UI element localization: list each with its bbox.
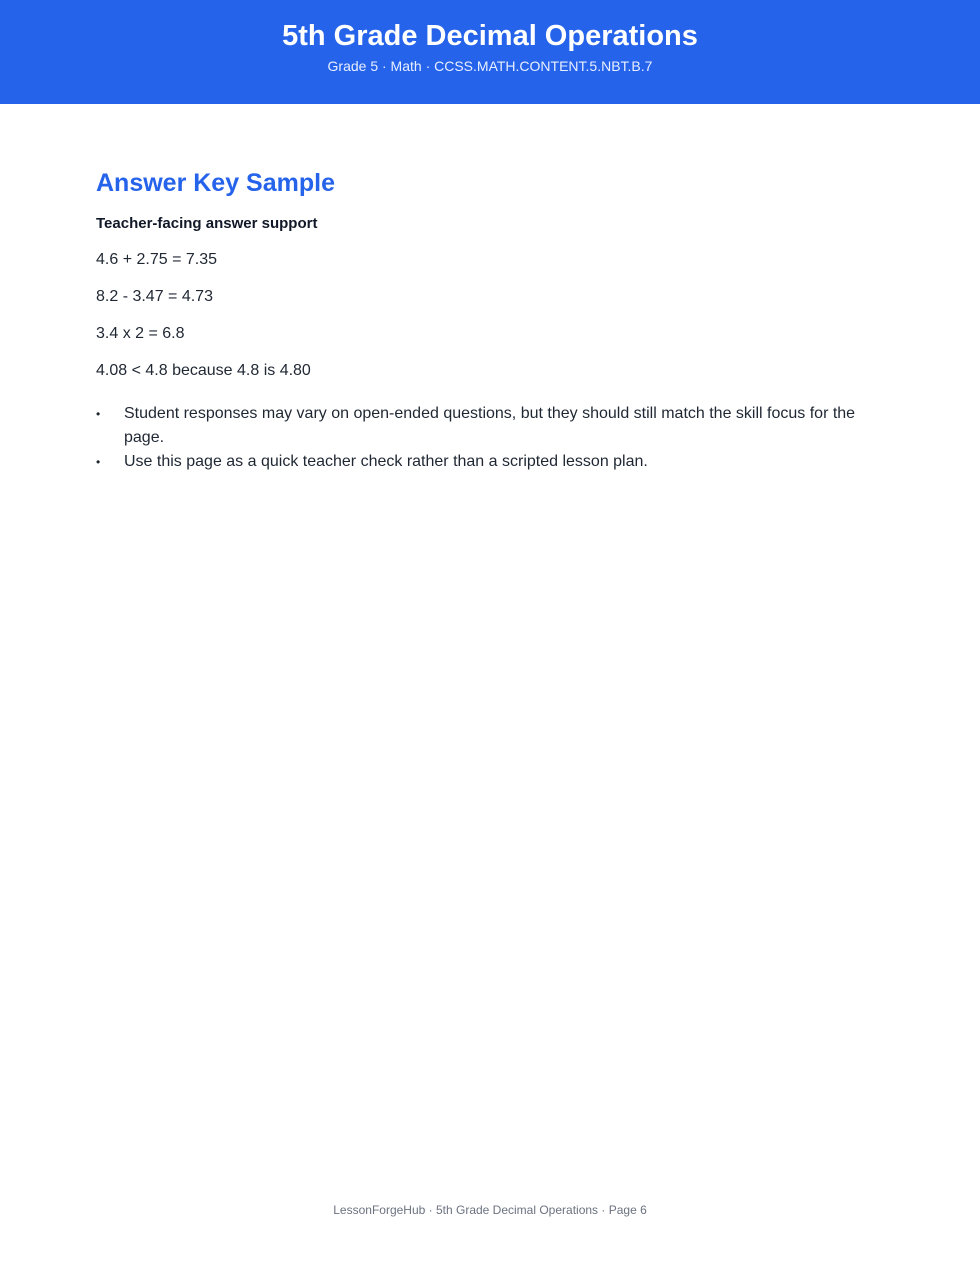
bullet-icon: • <box>96 407 101 421</box>
answer-line: 4.08 < 4.8 because 4.8 is 4.80 <box>96 362 311 379</box>
section-subtitle: Teacher-facing answer support <box>96 215 318 232</box>
document-subtitle: Grade 5 · Math · CCSS.MATH.CONTENT.5.NBT.B.7 <box>327 58 653 74</box>
note-item <box>96 402 886 450</box>
answer-list <box>96 249 886 382</box>
page-footer: LessonForgeHub · 5th Grade Decimal Operations · Page 6 <box>333 1203 647 1217</box>
main-content <box>96 166 886 474</box>
document-title: 5th Grade Decimal Operations <box>282 20 698 52</box>
note-text: Use this page as a quick teacher check rather than a scripted lesson plan. <box>124 453 648 470</box>
notes-list <box>96 402 886 474</box>
note-item <box>96 450 886 474</box>
note-text: Student responses may vary on open-ended questions, but they should still match the skill focus for the page. <box>124 405 856 446</box>
answer-line: 4.6 + 2.75 = 7.35 <box>96 251 217 268</box>
answer-line: 8.2 - 3.47 = 4.73 <box>96 288 213 305</box>
section-title: Answer Key Sample <box>96 169 335 197</box>
bullet-icon: • <box>96 455 101 469</box>
page-header <box>0 0 980 104</box>
answer-line: 3.4 x 2 = 6.8 <box>96 325 185 342</box>
